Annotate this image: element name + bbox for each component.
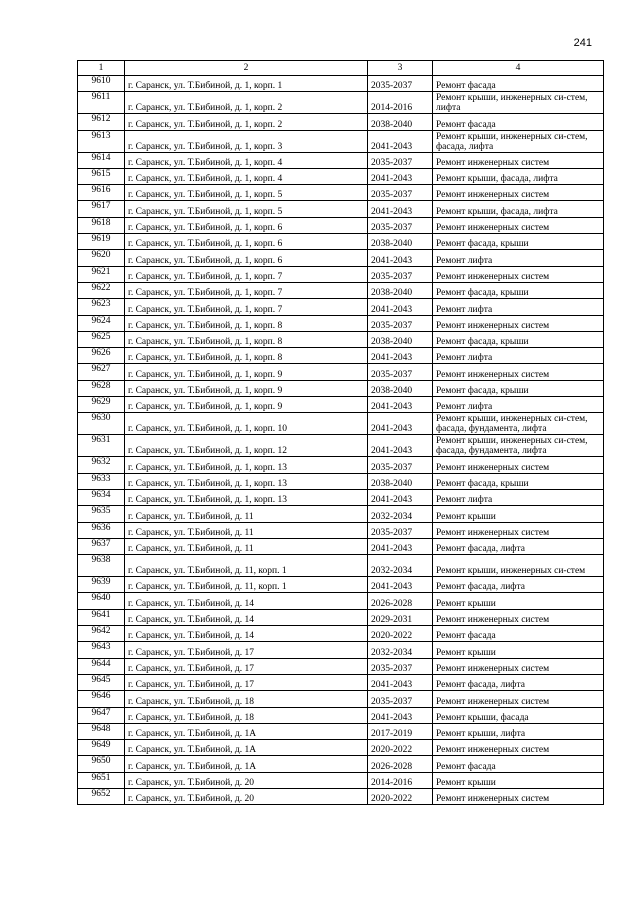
row-work: Ремонт крыши, лифта [433, 723, 604, 739]
row-period: 2035-2037 [368, 76, 433, 92]
row-work: Ремонт крыши [433, 772, 604, 788]
table-row [78, 380, 604, 396]
row-work: Ремонт фасада, лифта [433, 538, 604, 554]
table-row [78, 788, 604, 804]
table-row [78, 299, 604, 315]
row-address: г. Саранск, ул. Т.Бибиной, д. 14 [125, 593, 368, 609]
row-work: Ремонт крыши, фасада, лифта [433, 168, 604, 184]
row-work: Ремонт инженерных систем [433, 152, 604, 168]
table-row [78, 473, 604, 489]
row-address: г. Саранск, ул. Т.Бибиной, д. 1, корп. 8 [125, 315, 368, 331]
table-row [78, 92, 604, 114]
row-work: Ремонт крыши, инженерных си-стем, лифта [433, 92, 604, 114]
row-number: 9631 [78, 435, 125, 457]
row-address: г. Саранск, ул. Т.Бибиной, д. 18 [125, 691, 368, 707]
row-period: 2020-2022 [368, 740, 433, 756]
row-period: 2035-2037 [368, 152, 433, 168]
row-work: Ремонт фасада, крыши [433, 380, 604, 396]
row-number: 9623 [78, 299, 125, 315]
row-address: г. Саранск, ул. Т.Бибиной, д. 11, корп. 1 [125, 577, 368, 593]
row-address: г. Саранск, ул. Т.Бибиной, д. 1, корп. 9 [125, 397, 368, 413]
row-number: 9615 [78, 168, 125, 184]
row-work: Ремонт фасада, крыши [433, 282, 604, 298]
row-number: 9638 [78, 555, 125, 577]
row-address: г. Саранск, ул. Т.Бибиной, д. 1, корп. 6 [125, 234, 368, 250]
row-work: Ремонт инженерных систем [433, 364, 604, 380]
row-address: г. Саранск, ул. Т.Бибиной, д. 11 [125, 538, 368, 554]
row-period: 2014-2016 [368, 772, 433, 788]
row-period: 2032-2034 [368, 555, 433, 577]
row-address: г. Саранск, ул. Т.Бибиной, д. 1А [125, 756, 368, 772]
table-row [78, 674, 604, 690]
row-work: Ремонт фасада [433, 114, 604, 130]
row-period: 2026-2028 [368, 756, 433, 772]
row-period: 2041-2043 [368, 577, 433, 593]
row-work: Ремонт инженерных систем [433, 315, 604, 331]
row-number: 9649 [78, 740, 125, 756]
row-address: г. Саранск, ул. Т.Бибиной, д. 1, корп. 8 [125, 348, 368, 364]
row-work: Ремонт лифта [433, 489, 604, 505]
row-period: 2026-2028 [368, 593, 433, 609]
row-work: Ремонт лифта [433, 348, 604, 364]
row-work: Ремонт инженерных систем [433, 217, 604, 233]
table-row [78, 114, 604, 130]
table-row [78, 538, 604, 554]
row-period: 2041-2043 [368, 674, 433, 690]
row-number: 9634 [78, 489, 125, 505]
table-row [78, 331, 604, 347]
table-row [78, 691, 604, 707]
row-number: 9616 [78, 185, 125, 201]
row-number: 9625 [78, 331, 125, 347]
row-period: 2035-2037 [368, 522, 433, 538]
table-body [78, 76, 604, 805]
row-address: г. Саранск, ул. Т.Бибиной, д. 1, корп. 9 [125, 380, 368, 396]
row-period: 2038-2040 [368, 114, 433, 130]
row-number: 9647 [78, 707, 125, 723]
table-row [78, 348, 604, 364]
row-work: Ремонт инженерных систем [433, 457, 604, 473]
row-address: г. Саранск, ул. Т.Бибиной, д. 20 [125, 772, 368, 788]
table-row [78, 130, 604, 152]
row-address: г. Саранск, ул. Т.Бибиной, д. 11 [125, 522, 368, 538]
row-address: г. Саранск, ул. Т.Бибиной, д. 17 [125, 642, 368, 658]
row-number: 9637 [78, 538, 125, 554]
row-period: 2035-2037 [368, 658, 433, 674]
row-address: г. Саранск, ул. Т.Бибиной, д. 14 [125, 609, 368, 625]
page-number: 241 [573, 37, 592, 49]
row-period: 2020-2022 [368, 626, 433, 642]
row-address: г. Саранск, ул. Т.Бибиной, д. 1, корп. 5 [125, 201, 368, 217]
row-address: г. Саранск, ул. Т.Бибиной, д. 1, корп. 13 [125, 457, 368, 473]
table-row [78, 152, 604, 168]
table-row [78, 364, 604, 380]
row-work: Ремонт крыши, инженерных си-стем, фасада, фундамента, лифта [433, 435, 604, 457]
row-number: 9652 [78, 788, 125, 804]
row-period: 2038-2040 [368, 234, 433, 250]
row-period: 2035-2037 [368, 457, 433, 473]
table-row [78, 593, 604, 609]
table-row [78, 201, 604, 217]
row-number: 9627 [78, 364, 125, 380]
row-period: 2041-2043 [368, 168, 433, 184]
table-row [78, 489, 604, 505]
table-header-row [78, 61, 604, 76]
row-address: г. Саранск, ул. Т.Бибиной, д. 1, корп. 3 [125, 130, 368, 152]
row-period: 2017-2019 [368, 723, 433, 739]
table-row [78, 609, 604, 625]
row-work: Ремонт инженерных систем [433, 266, 604, 282]
row-number: 9641 [78, 609, 125, 625]
row-period: 2041-2043 [368, 201, 433, 217]
row-period: 2041-2043 [368, 397, 433, 413]
row-work: Ремонт инженерных систем [433, 691, 604, 707]
row-number: 9651 [78, 772, 125, 788]
table-row [78, 315, 604, 331]
row-number: 9610 [78, 76, 125, 92]
row-work: Ремонт инженерных систем [433, 740, 604, 756]
row-period: 2041-2043 [368, 130, 433, 152]
row-period: 2020-2022 [368, 788, 433, 804]
row-address: г. Саранск, ул. Т.Бибиной, д. 1, корп. 5 [125, 185, 368, 201]
table-row [78, 772, 604, 788]
row-work: Ремонт фасада, крыши [433, 331, 604, 347]
column-header-1: 1 [78, 61, 125, 76]
column-header-3: 3 [368, 61, 433, 76]
row-address: г. Саранск, ул. Т.Бибиной, д. 1, корп. 13 [125, 473, 368, 489]
row-number: 9617 [78, 201, 125, 217]
row-work: Ремонт крыши [433, 506, 604, 522]
row-address: г. Саранск, ул. Т.Бибиной, д. 14 [125, 626, 368, 642]
row-number: 9646 [78, 691, 125, 707]
row-number: 9624 [78, 315, 125, 331]
row-period: 2041-2043 [368, 435, 433, 457]
row-number: 9622 [78, 282, 125, 298]
row-address: г. Саранск, ул. Т.Бибиной, д. 1, корп. 13 [125, 489, 368, 505]
row-address: г. Саранск, ул. Т.Бибиной, д. 18 [125, 707, 368, 723]
row-period: 2038-2040 [368, 282, 433, 298]
row-work: Ремонт фасада, крыши [433, 473, 604, 489]
table-row [78, 506, 604, 522]
row-number: 9629 [78, 397, 125, 413]
table-row [78, 522, 604, 538]
row-address: г. Саранск, ул. Т.Бибиной, д. 1, корп. 6 [125, 217, 368, 233]
row-number: 9635 [78, 506, 125, 522]
row-work: Ремонт лифта [433, 299, 604, 315]
row-period: 2035-2037 [368, 315, 433, 331]
row-number: 9642 [78, 626, 125, 642]
table-row [78, 76, 604, 92]
row-work: Ремонт крыши, фасада, лифта [433, 201, 604, 217]
row-period: 2035-2037 [368, 691, 433, 707]
row-work: Ремонт инженерных систем [433, 788, 604, 804]
table-row [78, 266, 604, 282]
row-period: 2041-2043 [368, 348, 433, 364]
row-address: г. Саранск, ул. Т.Бибиной, д. 11 [125, 506, 368, 522]
row-number: 9636 [78, 522, 125, 538]
row-work: Ремонт инженерных систем [433, 522, 604, 538]
row-number: 9619 [78, 234, 125, 250]
table-row [78, 723, 604, 739]
row-address: г. Саранск, ул. Т.Бибиной, д. 11, корп. 1 [125, 555, 368, 577]
row-number: 9613 [78, 130, 125, 152]
table-row [78, 642, 604, 658]
row-work: Ремонт крыши [433, 593, 604, 609]
table-row [78, 740, 604, 756]
row-period: 2032-2034 [368, 642, 433, 658]
row-address: г. Саранск, ул. Т.Бибиной, д. 1, корп. 1 [125, 76, 368, 92]
row-number: 9639 [78, 577, 125, 593]
row-number: 9650 [78, 756, 125, 772]
row-number: 9612 [78, 114, 125, 130]
row-period: 2035-2037 [368, 266, 433, 282]
table-row [78, 457, 604, 473]
row-address: г. Саранск, ул. Т.Бибиной, д. 1, корп. 7 [125, 299, 368, 315]
row-address: г. Саранск, ул. Т.Бибиной, д. 1, корп. 10 [125, 413, 368, 435]
row-period: 2041-2043 [368, 299, 433, 315]
table-row [78, 435, 604, 457]
row-work: Ремонт крыши, инженерных си-стем, фасада, фундамента, лифта [433, 413, 604, 435]
row-address: г. Саранск, ул. Т.Бибиной, д. 1, корп. 2 [125, 114, 368, 130]
row-number: 9628 [78, 380, 125, 396]
row-period: 2038-2040 [368, 331, 433, 347]
row-number: 9632 [78, 457, 125, 473]
table-row [78, 234, 604, 250]
row-number: 9648 [78, 723, 125, 739]
row-number: 9643 [78, 642, 125, 658]
row-work: Ремонт фасада [433, 76, 604, 92]
row-work: Ремонт крыши, инженерных си-стем [433, 555, 604, 577]
table-row [78, 577, 604, 593]
row-number: 9644 [78, 658, 125, 674]
row-number: 9645 [78, 674, 125, 690]
row-address: г. Саранск, ул. Т.Бибиной, д. 20 [125, 788, 368, 804]
row-work: Ремонт фасада, лифта [433, 577, 604, 593]
row-work: Ремонт крыши, фасада [433, 707, 604, 723]
row-number: 9626 [78, 348, 125, 364]
row-period: 2035-2037 [368, 364, 433, 380]
row-address: г. Саранск, ул. Т.Бибиной, д. 1, корп. 7 [125, 282, 368, 298]
row-address: г. Саранск, ул. Т.Бибиной, д. 1, корп. 2 [125, 92, 368, 114]
row-number: 9618 [78, 217, 125, 233]
table-row [78, 282, 604, 298]
row-work: Ремонт инженерных систем [433, 185, 604, 201]
row-address: г. Саранск, ул. Т.Бибиной, д. 1, корп. 9 [125, 364, 368, 380]
row-period: 2041-2043 [368, 413, 433, 435]
row-work: Ремонт лифта [433, 250, 604, 266]
row-work: Ремонт фасада [433, 626, 604, 642]
row-work: Ремонт фасада [433, 756, 604, 772]
row-period: 2035-2037 [368, 185, 433, 201]
row-period: 2038-2040 [368, 473, 433, 489]
table-row [78, 185, 604, 201]
row-address: г. Саранск, ул. Т.Бибиной, д. 1, корп. 4 [125, 168, 368, 184]
row-number: 9611 [78, 92, 125, 114]
row-address: г. Саранск, ул. Т.Бибиной, д. 1, корп. 4 [125, 152, 368, 168]
table-row [78, 413, 604, 435]
row-work: Ремонт фасада, крыши [433, 234, 604, 250]
table-row [78, 756, 604, 772]
row-period: 2038-2040 [368, 380, 433, 396]
table-row [78, 707, 604, 723]
row-period: 2032-2034 [368, 506, 433, 522]
row-address: г. Саранск, ул. Т.Бибиной, д. 1, корп. 8 [125, 331, 368, 347]
row-address: г. Саранск, ул. Т.Бибиной, д. 1, корп. 7 [125, 266, 368, 282]
table-row [78, 168, 604, 184]
table-row [78, 658, 604, 674]
column-header-2: 2 [125, 61, 368, 76]
repair-schedule-table [77, 60, 604, 805]
column-header-4: 4 [433, 61, 604, 76]
row-number: 9620 [78, 250, 125, 266]
row-number: 9621 [78, 266, 125, 282]
row-number: 9614 [78, 152, 125, 168]
row-address: г. Саранск, ул. Т.Бибиной, д. 17 [125, 674, 368, 690]
row-period: 2041-2043 [368, 489, 433, 505]
row-work: Ремонт инженерных систем [433, 658, 604, 674]
row-period: 2014-2016 [368, 92, 433, 114]
row-address: г. Саранск, ул. Т.Бибиной, д. 1А [125, 723, 368, 739]
row-work: Ремонт инженерных систем [433, 609, 604, 625]
row-period: 2041-2043 [368, 707, 433, 723]
row-address: г. Саранск, ул. Т.Бибиной, д. 1А [125, 740, 368, 756]
row-work: Ремонт крыши, инженерных си-стем, фасада, лифта [433, 130, 604, 152]
row-address: г. Саранск, ул. Т.Бибиной, д. 1, корп. 12 [125, 435, 368, 457]
table-row [78, 626, 604, 642]
row-address: г. Саранск, ул. Т.Бибиной, д. 1, корп. 6 [125, 250, 368, 266]
row-period: 2035-2037 [368, 217, 433, 233]
row-work: Ремонт лифта [433, 397, 604, 413]
row-period: 2029-2031 [368, 609, 433, 625]
table-row [78, 555, 604, 577]
row-number: 9630 [78, 413, 125, 435]
table-row [78, 397, 604, 413]
row-work: Ремонт фасада, лифта [433, 674, 604, 690]
table-row [78, 217, 604, 233]
row-number: 9633 [78, 473, 125, 489]
table-row [78, 250, 604, 266]
row-period: 2041-2043 [368, 538, 433, 554]
row-work: Ремонт крыши [433, 642, 604, 658]
row-address: г. Саранск, ул. Т.Бибиной, д. 17 [125, 658, 368, 674]
row-period: 2041-2043 [368, 250, 433, 266]
row-number: 9640 [78, 593, 125, 609]
